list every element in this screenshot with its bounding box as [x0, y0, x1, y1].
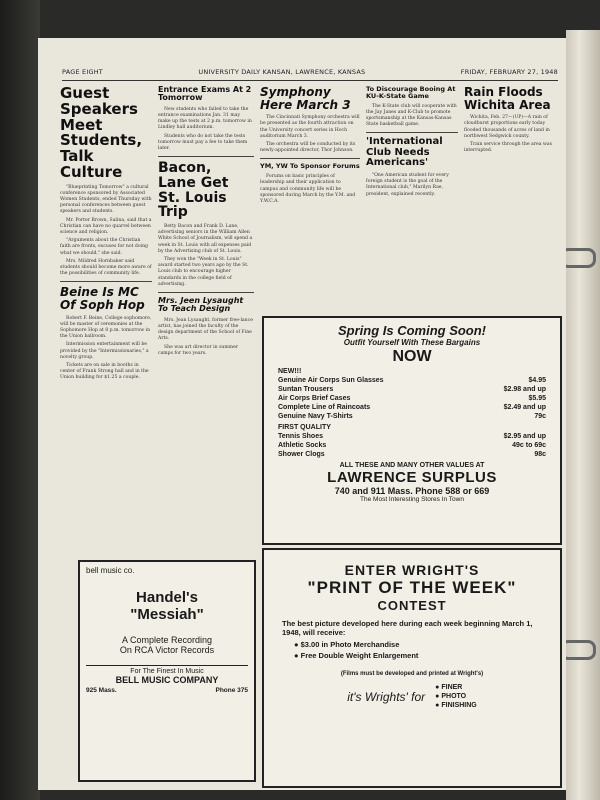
ad-item: Athletic Socks 49c to 69c [278, 442, 546, 449]
ad-slogan: For The Finest In Music [130, 668, 204, 675]
ad-title: "Messiah" [130, 606, 204, 623]
ad-item: Suntan Trousers $2.98 and up [278, 386, 546, 393]
article-text: Intermission entertainment will be provided by the "Intermissionaries," a novelty group. [60, 342, 149, 360]
column-3 [260, 84, 360, 310]
ad-desc: A Complete Recording [121, 635, 213, 645]
ad-tagline: ALL THESE AND MANY OTHER VALUES AT [339, 462, 485, 469]
page-number: PAGE EIGHT [62, 68, 103, 76]
article-text: New students who failed to take the entrance examinations Jan. 31 may make up the tests at 2 p.m. tomorrow in Lindley hall auditorium. [158, 106, 252, 131]
ad-desc: The best picture developed here during each week beginning March 1, 1948, will receive: [282, 619, 533, 637]
headline: 'International Club Needs Americans' [366, 136, 443, 169]
ad-note: (Films must be developed and printed at Wright's) [340, 671, 484, 677]
ad-subheadline: Outfit Yourself With These Bargains [343, 338, 481, 347]
ad-lawrence-surplus [262, 316, 562, 545]
column-2 [158, 84, 254, 594]
article-text: She was art director in summer camps for two years. [158, 344, 239, 356]
column-4 [366, 84, 458, 310]
ad-title: Handel's [136, 589, 198, 606]
headline: Rain Floods Wichita Area [464, 85, 551, 112]
service: FINISHING [441, 702, 477, 709]
article-text: The Cincinnati Symphony orchestra will be presented as the fourth attraction on the University concert series in Hoch auditorium March 3. [260, 115, 360, 139]
ad-item: Air Corps Brief Cases $5.95 [278, 395, 546, 402]
article-text: Tickets are on sale in booths in center of Frank Strong hall and in the Union building for $1.25 a couple. [60, 362, 149, 381]
article-text: They won the "Week in St. Louis" award started two years ago by the St. Louis club to encourage higher standards in the college field of advertising. [158, 256, 249, 287]
headline: Mrs. Jeen Lysaught To Teach Design [158, 295, 244, 314]
next-page-edge [566, 30, 600, 800]
article-text: Mrs. Jean Lysaught, former free-lance artist, has joined the faculty of the design department of the School of Fine Arts. [158, 317, 253, 342]
article-text: Forums on basic principles of leadership and their application to campus and community life will be sponsored during March by the Y.M. and Y.W.C.A. [260, 174, 356, 205]
article-text: "Blueprinting Tomorrow" a cultural conference sponsored by Associated Women Students, ended Thursday with personal conferences between guest speakers and students. [60, 184, 152, 215]
service: PHOTO [441, 693, 467, 700]
headline: Bacon, Lane Get St. Louis Trip [158, 160, 229, 221]
headline: Symphony Here March 3 [260, 85, 351, 112]
headline: To Discourage Booing At KU-K-State Game [366, 85, 456, 100]
ad-item: Tennis Shoes $2.95 and up [278, 433, 546, 440]
ad-brand: it's Wrights' for [347, 689, 426, 704]
ad-headline: CONTEST [377, 598, 447, 613]
article-text: The K-State club will cooperate with the Jay Janes and K-Club to promote sportsmanship at the Kansas-Kansas State basketball game. [366, 103, 457, 128]
ad-item: Genuine Navy T-Shirts 79c [278, 413, 546, 420]
store-phone: Phone 375 [215, 687, 248, 694]
headline: Entrance Exams At 2 Tomorrow [158, 85, 252, 103]
ad-bell-music [78, 560, 256, 782]
article-text: The orchestra will be conducted by its newly-appointed director, Thor Johnson. [260, 142, 356, 154]
prize: Free Double Weight Enlargement [300, 651, 419, 660]
newspaper-page [38, 38, 566, 790]
binder-edge [0, 0, 40, 800]
masthead: UNIVERSITY DAILY KANSAN, LAWRENCE, KANSAS [198, 68, 366, 76]
headline: Guest Speakers Meet Students, Talk Culture [60, 84, 143, 181]
ad-wrights-contest: ENTER WRIGHT'S "PRINT OF THE WEEK" CONTEST The best picture developed here during each week beginning March 1, 1948, will receive: ● $3.00 in Photo Merchandise ● Free Double Weight Enlargement (Films must be developed and printed at Wright's) it's Wrights' for ● FINER ● PHOTO ● FINISHING [262, 548, 562, 788]
ad-item: Complete Line of Raincoats $2.49 and up [278, 404, 546, 411]
store-name: BELL MUSIC COMPANY [115, 675, 219, 685]
store-address: 925 Mass. [86, 687, 117, 694]
column-5 [464, 84, 560, 310]
article-text: Betty Bacon and Frank D. Lane, advertising seniors in the William Allen White School of Journalism, will spend a week in St. Louis with all expenses paid by the Advertising club of St. Louis. [158, 223, 253, 254]
headline: Beine Is MC Of Soph Hop [60, 285, 145, 312]
article-text: Mr. Porter Brown, Salina, said that a Christian can have no quarrel between science and religion. [60, 217, 152, 235]
article-text: Students who do not take the tests tomorrow must pay a fee to take them later. [158, 133, 248, 151]
article-text: Wichita, Feb. 27—(UP)—A rain of cloudburst proportions early today flooded thousands of acres of land in northwest Sedgwick county. [464, 115, 550, 139]
article-text: "One American student for every foreign student is the goal of the International club," Marilyn Rae, president, explained recently. [366, 172, 449, 197]
article-text: "Arguments about the Christian faith are fronts, excuses for not doing what we should," she said. [60, 238, 148, 256]
issue-date: FRIDAY, FEBRUARY 27, 1948 [460, 68, 558, 76]
headline: YM, YW To Sponsor Forums [260, 162, 360, 171]
service: FINER [441, 684, 463, 691]
article-text: Mrs. Mildred Hornbaker said students should become more aware of the possibilities of community life. [60, 258, 152, 277]
store-name: LAWRENCE SURPLUS [327, 469, 497, 486]
article-text: Train service through the area was interrupted. [464, 142, 552, 154]
article-text: Robert F. Beine, College sophomore, will be master of ceremonies at the Sophomore Hop at 8 p.m. tomorrow in the Union ballroom. [60, 315, 152, 340]
store-slogan: The Most Interesting Stores In Town [360, 496, 464, 503]
ad-brand: bell music co. [86, 566, 135, 575]
ad-headline: "PRINT OF THE WEEK" [307, 578, 517, 597]
ad-item: Shower Clogs 98c [278, 451, 546, 458]
store-address: 740 and 911 Mass. Phone 588 or 669 [334, 486, 490, 496]
new-label: NEW!!! [278, 368, 302, 375]
ad-now: NOW [392, 348, 432, 365]
folio-line [62, 68, 558, 81]
ad-desc: On RCA Victor Records [119, 645, 215, 655]
ad-headline: Spring Is Coming Soon! [337, 323, 487, 338]
ad-item: Genuine Air Corps Sun Glasses $4.95 [278, 377, 546, 384]
first-quality-label: FIRST QUALITY [278, 424, 331, 431]
ad-headline: ENTER WRIGHT'S [344, 562, 480, 578]
prize: $3.00 in Photo Merchandise [300, 640, 400, 649]
